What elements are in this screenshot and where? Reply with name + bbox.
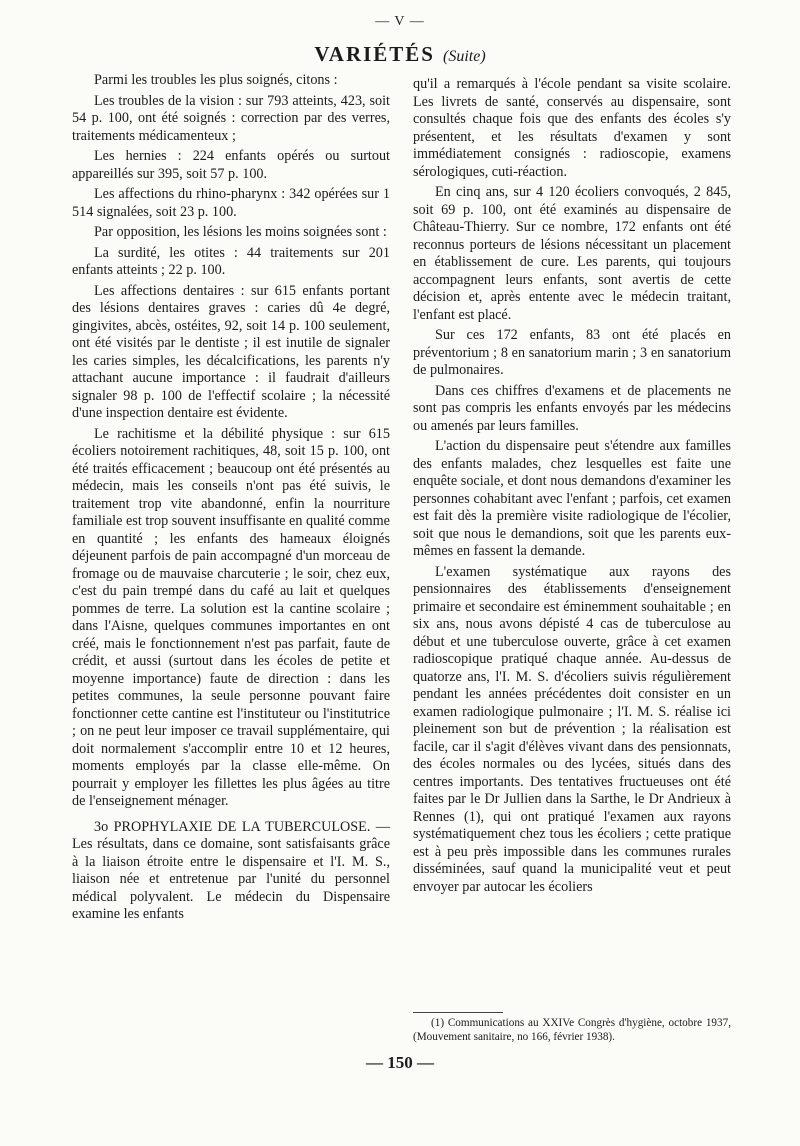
section-subtitle: (Suite) bbox=[443, 48, 486, 65]
footnote: (1) Communications au XXIVe Congrès d'hygiène, octobre 1937, (Mouvement sanitaire, no 166, février 1938). bbox=[413, 1017, 731, 1043]
paragraph: Sur ces 172 enfants, 83 ont été placés en préventorium ; 8 en sanatorium marin ; 3 en sanatorium de pulmonaires. bbox=[413, 327, 731, 378]
left-column bbox=[72, 72, 390, 927]
page-heading bbox=[0, 42, 800, 67]
section-heading-paragraph: 3o PROPHYLAXIE DE LA TUBERCULOSE. — Les résultats, dans ce domaine, sont satisfaisants grâce à la liaison étroite entre le dispensaire et l'I. M. S., liaison née et entretenue par l'unité du personnel médical polyvalent. Le médecin du Dispensaire examine les enfants bbox=[72, 818, 390, 922]
paragraph: Par opposition, les lésions les moins soignées sont : bbox=[94, 224, 387, 240]
paragraph: En cinq ans, sur 4 120 écoliers convoqués, 2 845, soit 69 p. 100, ont été examinés au dispensaire de Château-Thierry. Sur ce nombre, 172 enfants ont été reconnus porteurs de lésions nécessitant un placement en établissement de cure. Les parents, qui toujours accompagnent leurs enfants, sont avertis de cette décision et, après entente avec le médecin traitant, l'enfant est placé. bbox=[413, 184, 731, 323]
paragraph: L'examen systématique aux rayons des pensionnaires des établissements d'enseignement primaire et secondaire est éminemment souhaitable ; en six ans, nous avons dépisté 4 cas de tuberculose au début et une tuberculose ouverte, grâce à cet examen radioscopique pratiqué chaque année. Au-dessus de quatorze ans, l'I. M. S. d'écoliers suivis régulièrement pendant les années précédentes doit consister en un examen radiologique pulmonaire ; l'I. M. S. réalise ici pleinement son but de prévention ; la réalisation est facile, car il s'agit d'élèves vivant dans des pensionnats, des écoles normales ou des lycées, situés dans des centres importants. Des tentatives fructueuses ont été faites par le Dr Jullien dans la Sarthe, le Dr Andrieux à Rennes (1), qui ont pratiqué l'examen aux rayons systématiquement chez tous les écoliers ; cette pratique est à peu près impossible dans les communes rurales disséminées, sauf quand la municipalité veut et peut envoyer par autocar les écoliers bbox=[413, 563, 731, 895]
paragraph: qu'il a remarqués à l'école pendant sa visite scolaire. Les livrets de santé, conservés au dispensaire, sont consultés chaque fois que des enfants des écoles s'y présentent, et les résultats d'examen y sont immédiatement consignés : radioscopie, examens sérologiques, cuti-réaction. bbox=[413, 76, 731, 180]
paragraph: Les hernies : 224 enfants opérés ou surtout appareillés sur 395, soit 57 p. 100. bbox=[72, 148, 390, 182]
paragraph: La surdité, les otites : 44 traitements sur 201 enfants atteints ; 22 p. 100. bbox=[72, 244, 390, 278]
paragraph: Dans ces chiffres d'examens et de placements ne sont pas compris les enfants envoyés par les médecins ou amenés par leurs familles. bbox=[413, 382, 731, 434]
page-number: — 150 — bbox=[366, 1053, 434, 1072]
page-top-marker: — V — bbox=[375, 14, 425, 29]
paragraph: Les affections dentaires : sur 615 enfants portant des lésions dentaires graves : caries dû 4e degré, gingivites, abcès, ostéites, 92, soit 14 p. 100 seulement, ont été visités par le dentiste ; il est inutile de signaler les caries simples, les décalcifications, les parents n'y attachant aucune importance : il faudrait d'ailleurs signaler 98 p. 100 de l'effectif scolaire ; la nécessité d'une inspection dentaire est évidente. bbox=[72, 282, 390, 421]
paragraph: Parmi les troubles les plus soignés, citons : bbox=[94, 72, 338, 88]
paragraph: Les affections du rhino-pharynx : 342 opérées sur 1 514 signalées, soit 23 p. 100. bbox=[72, 186, 390, 220]
paragraph: L'action du dispensaire peut s'étendre aux familles des enfants malades, chez lesquelles est faite une enquête sociale, et dont nous demandons d'examiner les personnes cohabitant avec l'enfant ; parfois, cet examen est fait dès la première visite radiologique de l'écolier, soit que nous le demandions, soit que les parents eux-mêmes en fassent la demande. bbox=[413, 438, 731, 559]
footnote-divider bbox=[413, 1012, 503, 1013]
paragraph: Les troubles de la vision : sur 793 atteints, 423, soit 54 p. 100, ont été soignés : correction par des verres, traitements médicamenteux ; bbox=[72, 92, 390, 144]
section-title: VARIÉTÉS bbox=[314, 42, 435, 66]
paragraph: Le rachitisme et la débilité physique : sur 615 écoliers notoirement rachitiques, 48, soit 15 p. 100, ont été traités efficacement ; beaucoup ont été présentés au médecin, mais les conseils n'ont pas été suivis, le traitement trop vite abandonné, enfin la nourriture familiale est trop souvent insuffisante en qualité comme en quantité ; les enfants des hameaux éloignés déjeunent parfois de pain accompagné d'un morceau de fromage ou de mauvaise charcuterie ; le soir, chez eux, c'est du pain trempé dans du café au lait et quelques pommes de terre. La solution est la cantine scolaire ; dans l'Aisne, quelques communes importantes en ont créé, mais le fonctionnement n'est pas parfait, faute de crédit, et aussi (surtout dans les écoles de petite et moyenne importance) faute de direction : dans les petites communes, la seule personne pouvant faire fonctionner cette cantine est l'instituteur ou l'institutrice ; on ne peut leur imposer ce travail supplémentaire, qui doit normalement s'accomplir entre 10 et 12 heures, moments employés par la classe elle-même. On pourrait y employer les fillettes les plus âgées au titre de l'enseignement ménager. bbox=[72, 425, 390, 809]
right-column bbox=[413, 76, 731, 899]
